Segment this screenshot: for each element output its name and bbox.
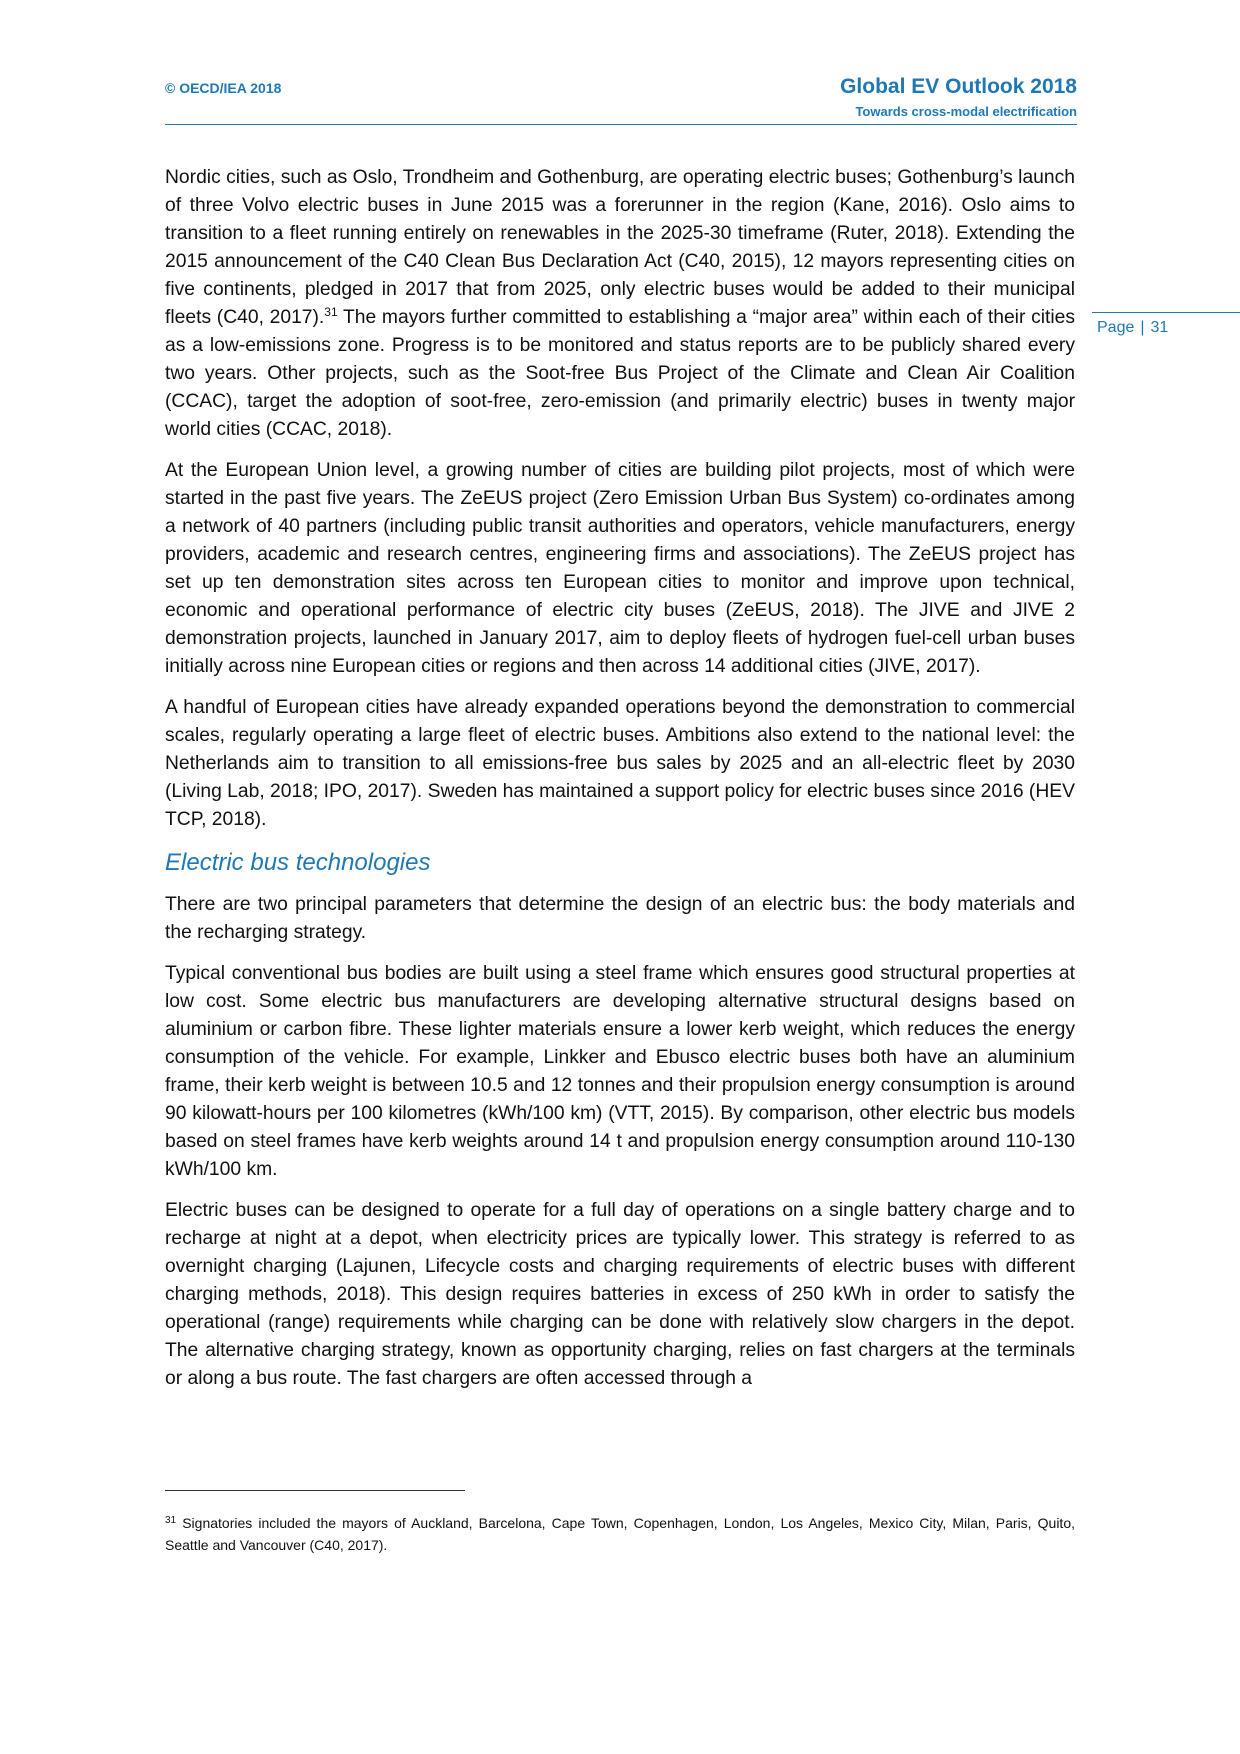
running-header bbox=[840, 74, 1077, 122]
footnote-reference: 31 bbox=[324, 305, 338, 319]
paragraph-nordic-cities bbox=[165, 164, 1075, 444]
paragraph-design-parameters: There are two principal parameters that determine the design of an electric bus: the body materials and the recharging strategy. bbox=[165, 894, 1075, 943]
paragraph-eu-level: At the European Union level, a growing number of cities are building pilot projects, most of which were started in the past five years. The ZeEUS project (Zero Emission Urban Bus System) co-ordinates among a network of 40 partners (including public transit authorities and operators, vehicle manufacturers, energy providers, academic and research centres, engineering firms and associations). The ZeEUS project has set up ten demonstration sites across ten European cities to monitor and improve upon technical, economic and operational performance of electric city buses (ZeEUS, 2018). The JIVE and JIVE 2 demonstration projects, launched in January 2017, aim to deploy fleets of hydrogen fuel-cell urban buses initially across nine European cities or regions and then across 14 additional cities (JIVE, 2017). bbox=[165, 460, 1075, 677]
paragraph-text: Nordic cities, such as Oslo, Trondheim and Gothenburg, are operating electric buses; Gothenburg’s launch of three Volvo electric buses in June 2015 was a forerunner in the region (Kane, 2016). Oslo aims to transition to a fleet running entirely on renewables in the 2025-30 timeframe (Ruter, 2018). Extending the 2015 announcement of the C40 Clean Bus Declaration Act (C40, 2015), 12 mayors representing cities on five continents, pledged in 2017 that from 2025, only electric buses would be added to their municipal fleets (C40, 2017). bbox=[165, 167, 1075, 328]
page-number: 31 bbox=[1150, 319, 1169, 336]
paragraph-european-cities: A handful of European cities have already expanded operations beyond the demonstration to commercial scales, regularly operating a large fleet of electric buses. Ambitions also extend to the national level: the Netherlands aim to transition to all emissions-free bus sales by 2025 and an all-electric fleet by 2030 (Living Lab, 2018; IPO, 2017). Sweden has maintained a support policy for electric buses since 2016 (HEV TCP, 2018). bbox=[165, 697, 1075, 830]
paragraph-text: The mayors further committed to establishing a “major area” within each of their cities as a low-emissions zone. Progress is to be monitored and status reports are to be publicly shared every two years. Other projects, such as the Soot-free Bus Project of the Climate and Clean Air Coalition (CCAC), target the adoption of soot-free, zero-emission (and primarily electric) buses in twenty major world cities (CCAC, 2018). bbox=[165, 307, 1075, 440]
page-separator: | bbox=[1140, 319, 1145, 336]
section-heading: Electric bus technologies bbox=[165, 849, 431, 876]
footnote-number: 31 bbox=[165, 1515, 177, 1526]
footnote-divider bbox=[165, 1490, 465, 1491]
body-text bbox=[165, 164, 1075, 1406]
header-divider bbox=[165, 124, 1077, 125]
page-marker-rule bbox=[1092, 312, 1240, 313]
page-number-marker bbox=[1097, 319, 1168, 337]
paragraph-body-materials: Typical conventional bus bodies are built using a steel frame which ensures good structural properties at low cost. Some electric bus manufacturers are developing alternative structural designs based on aluminium or carbon fibre. These lighter materials ensure a lower kerb weight, which reduces the energy consumption of the vehicle. For example, Linkker and Ebusco electric buses both have an aluminium frame, their kerb weight is between 10.5 and 12 tonnes and their propulsion energy consumption is around 90 kilowatt-hours per 100 kilometres (kWh/100 km) (VTT, 2015). By comparison, other electric bus models based on steel frames have kerb weights around 14 t and propulsion energy consumption around 110-130 kWh/100 km. bbox=[165, 963, 1075, 1180]
footnote bbox=[165, 1512, 1075, 1556]
report-subtitle: Towards cross-modal electrification bbox=[855, 104, 1077, 119]
footnote-text: Signatories included the mayors of Auckland, Barcelona, Cape Town, Copenhagen, London, Los Angeles, Mexico City, Milan, Paris, Quito, Seattle and Vancouver (C40, 2017). bbox=[165, 1515, 1075, 1553]
report-title: Global EV Outlook 2018 bbox=[840, 75, 1077, 98]
paragraph-charging-strategy: Electric buses can be designed to operate for a full day of operations on a single battery charge and to recharge at night at a depot, when electricity prices are typically lower. This strategy is referred to as overnight charging (Lajunen, Lifecycle costs and charging requirements of electric buses with different charging methods, 2018). This design requires batteries in excess of 250 kWh in order to satisfy the operational (range) requirements while charging can be done with relatively slow chargers in the depot. The alternative charging strategy, known as opportunity charging, relies on fast chargers at the terminals or along a bus route. The fast chargers are often accessed through a bbox=[165, 1200, 1075, 1389]
copyright-notice: © OECD/IEA 2018 bbox=[165, 80, 282, 96]
page-label: Page bbox=[1097, 319, 1135, 336]
